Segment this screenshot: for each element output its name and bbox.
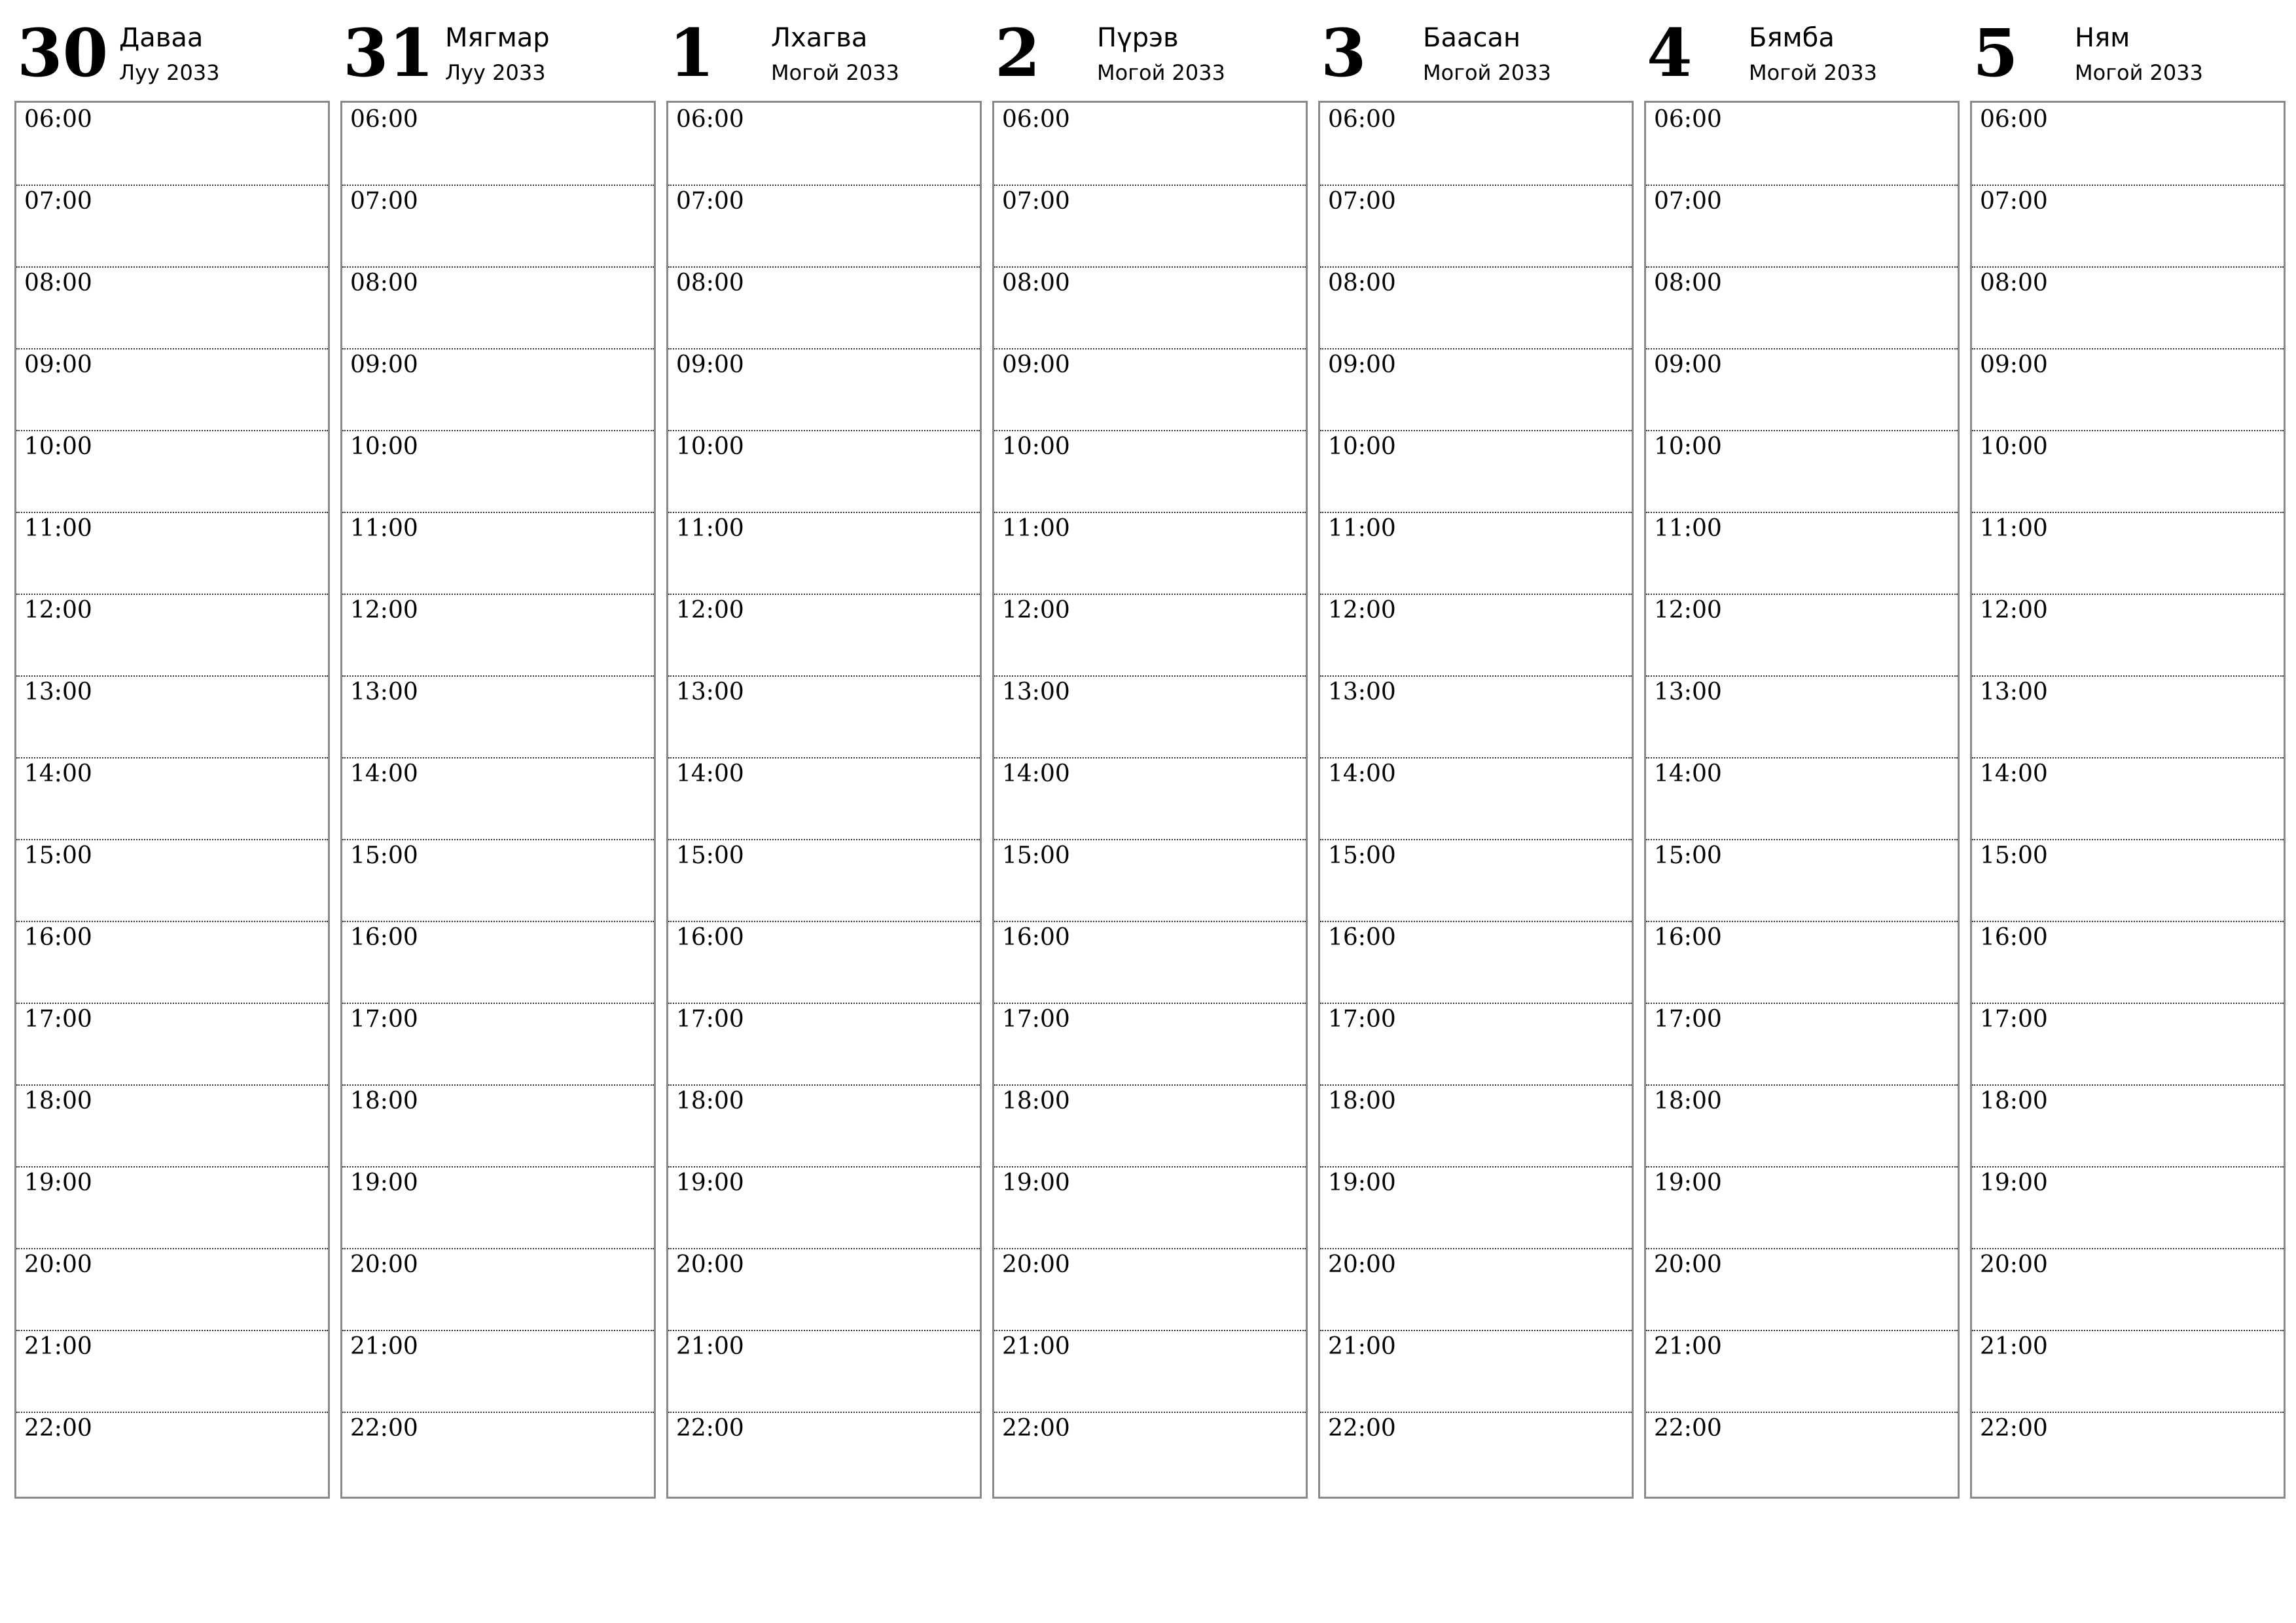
time-slot[interactable] [1972,594,2284,677]
time-slot-label: 12:00 [350,597,418,624]
time-slot[interactable] [994,1248,1306,1331]
time-slot[interactable] [1320,266,1632,349]
time-slot-label: 22:00 [350,1415,418,1442]
day-schedule-box [1970,101,2286,1499]
time-slot-label: 13:00 [24,679,92,705]
day-schedule-box [666,101,982,1499]
time-slot-label: 13:00 [1002,679,1070,705]
time-slot-label: 17:00 [350,1006,418,1033]
weekday-name: Мягмар [445,23,550,53]
day-schedule-box [1318,101,1634,1499]
time-slot[interactable] [668,512,980,595]
time-slot[interactable] [1320,512,1632,595]
time-slot-label: 21:00 [1654,1333,1722,1360]
time-slot[interactable] [342,1084,654,1168]
time-slot-label: 09:00 [676,351,744,378]
time-slot[interactable] [342,430,654,513]
time-slot[interactable] [342,185,654,268]
time-slot[interactable] [1646,103,1958,186]
time-slot[interactable] [668,757,980,840]
time-slot-label: 08:00 [676,270,744,296]
time-slot-label: 12:00 [1328,597,1396,624]
time-slot-label: 16:00 [350,924,418,951]
time-slot[interactable] [1320,839,1632,922]
time-slot[interactable] [1320,1412,1632,1493]
time-slot[interactable] [1320,430,1632,513]
time-slot[interactable] [994,675,1306,758]
time-slot-label: 09:00 [1654,351,1722,378]
day-header [1644,0,1958,98]
time-slot-label: 17:00 [676,1006,744,1033]
time-slot[interactable] [1972,675,2284,758]
time-slot-label: 06:00 [24,106,92,133]
time-slot-label: 06:00 [1002,106,1070,133]
time-slot[interactable] [1972,1003,2284,1086]
weekday-name: Лхагва [771,23,868,53]
time-slot-label: 17:00 [24,1006,92,1033]
time-slot[interactable] [668,103,980,186]
day-header [992,0,1306,98]
time-slot-label: 15:00 [1002,842,1070,869]
time-slot[interactable] [994,839,1306,922]
time-slot[interactable] [16,675,328,758]
time-slot[interactable] [342,1412,654,1493]
time-slot-label: 21:00 [24,1333,92,1360]
time-slot[interactable] [1320,185,1632,268]
time-slot-label: 20:00 [1980,1251,2048,1278]
time-slot-label: 10:00 [1328,433,1396,460]
time-slot-label: 08:00 [1002,270,1070,296]
time-slot[interactable] [1972,430,2284,513]
time-slot[interactable] [342,839,654,922]
day-header [340,0,655,98]
day-number: 4 [1647,14,1693,92]
time-slot-label: 07:00 [1980,188,2048,215]
time-slot[interactable] [1320,1248,1632,1331]
time-slot[interactable] [16,594,328,677]
time-slot[interactable] [342,103,654,186]
time-slot[interactable] [668,1330,980,1413]
time-slot[interactable] [1320,757,1632,840]
time-slot[interactable] [994,1003,1306,1086]
time-slot-label: 08:00 [1654,270,1722,296]
time-slot-label: 18:00 [1328,1088,1396,1115]
time-slot-label: 19:00 [1654,1169,1722,1196]
time-slot[interactable] [342,1248,654,1331]
day-column [1318,0,1632,1505]
time-slot[interactable] [1646,1330,1958,1413]
time-slot-label: 10:00 [1002,433,1070,460]
time-slot[interactable] [16,348,328,431]
time-slot[interactable] [1320,921,1632,1004]
time-slot-label: 19:00 [24,1169,92,1196]
time-slot-label: 21:00 [1328,1333,1396,1360]
time-slot-label: 15:00 [1328,842,1396,869]
time-slot[interactable] [16,185,328,268]
time-slot-label: 11:00 [24,515,92,542]
time-slot-label: 20:00 [676,1251,744,1278]
day-number: 5 [1973,14,2018,92]
time-slot[interactable] [342,1003,654,1086]
time-slot[interactable] [1646,1166,1958,1249]
time-slot-label: 09:00 [24,351,92,378]
time-slot[interactable] [1646,348,1958,431]
day-column [1970,0,2284,1505]
day-header [1318,0,1632,98]
time-slot-label: 21:00 [676,1333,744,1360]
time-slot-label: 12:00 [1002,597,1070,624]
time-slot[interactable] [1320,1330,1632,1413]
time-slot-label: 16:00 [1654,924,1722,951]
time-slot[interactable] [994,512,1306,595]
time-slot-label: 18:00 [1980,1088,2048,1115]
time-slot-label: 08:00 [1328,270,1396,296]
time-slot-label: 11:00 [1328,515,1396,542]
time-slot[interactable] [1646,757,1958,840]
weekly-planner [14,0,2292,1505]
time-slot-label: 07:00 [350,188,418,215]
time-slot-label: 20:00 [350,1251,418,1278]
month-year-label: Могой 2033 [2075,60,2203,85]
time-slot-label: 16:00 [1002,924,1070,951]
time-slot[interactable] [1320,1166,1632,1249]
time-slot[interactable] [16,430,328,513]
time-slot[interactable] [1972,1084,2284,1168]
time-slot-label: 16:00 [1980,924,2048,951]
time-slot[interactable] [1646,430,1958,513]
time-slot-label: 11:00 [1002,515,1070,542]
time-slot-label: 20:00 [24,1251,92,1278]
time-slot[interactable] [1972,1412,2284,1493]
time-slot-label: 21:00 [1980,1333,2048,1360]
time-slot[interactable] [994,430,1306,513]
time-slot[interactable] [1320,675,1632,758]
time-slot[interactable] [1646,1084,1958,1168]
time-slot-label: 08:00 [350,270,418,296]
time-slot[interactable] [1646,185,1958,268]
time-slot[interactable] [668,921,980,1004]
time-slot-label: 15:00 [24,842,92,869]
time-slot[interactable] [994,594,1306,677]
time-slot-label: 16:00 [676,924,744,951]
month-year-label: Могой 2033 [771,60,899,85]
time-slot-label: 18:00 [1654,1088,1722,1115]
time-slot[interactable] [342,594,654,677]
time-slot-label: 22:00 [1328,1415,1396,1442]
time-slot[interactable] [994,1412,1306,1493]
time-slot-label: 17:00 [1654,1006,1722,1033]
time-slot-label: 20:00 [1328,1251,1396,1278]
time-slot-label: 15:00 [350,842,418,869]
time-slot-label: 06:00 [1328,106,1396,133]
time-slot[interactable] [342,266,654,349]
time-slot[interactable] [1972,1248,2284,1331]
time-slot-label: 14:00 [1654,760,1722,787]
day-column [1644,0,1958,1505]
time-slot-label: 15:00 [1980,842,2048,869]
time-slot[interactable] [342,675,654,758]
time-slot[interactable] [342,348,654,431]
time-slot[interactable] [342,757,654,840]
time-slot[interactable] [16,1003,328,1086]
time-slot-label: 13:00 [1328,679,1396,705]
time-slot-label: 14:00 [24,760,92,787]
time-slot[interactable] [16,757,328,840]
time-slot[interactable] [1646,675,1958,758]
month-year-label: Могой 2033 [1749,60,1877,85]
time-slot[interactable] [668,430,980,513]
time-slot[interactable] [342,1330,654,1413]
time-slot-label: 19:00 [676,1169,744,1196]
time-slot[interactable] [994,103,1306,186]
time-slot-label: 14:00 [676,760,744,787]
time-slot[interactable] [1646,594,1958,677]
time-slot[interactable] [342,921,654,1004]
time-slot[interactable] [16,512,328,595]
time-slot-label: 07:00 [676,188,744,215]
time-slot-label: 20:00 [1654,1251,1722,1278]
time-slot[interactable] [668,1003,980,1086]
month-year-label: Могой 2033 [1097,60,1225,85]
time-slot-label: 12:00 [24,597,92,624]
time-slot-label: 21:00 [350,1333,418,1360]
time-slot[interactable] [994,1166,1306,1249]
time-slot-label: 10:00 [1654,433,1722,460]
time-slot[interactable] [16,839,328,922]
time-slot-label: 17:00 [1328,1006,1396,1033]
time-slot[interactable] [1646,512,1958,595]
time-slot-label: 19:00 [350,1169,418,1196]
day-header [14,0,329,98]
weekday-name: Даваа [119,23,204,53]
time-slot[interactable] [1972,1330,2284,1413]
time-slot-label: 10:00 [24,433,92,460]
time-slot[interactable] [668,675,980,758]
time-slot[interactable] [668,1248,980,1331]
time-slot-label: 07:00 [1002,188,1070,215]
month-year-label: Могой 2033 [1423,60,1551,85]
time-slot-label: 22:00 [1002,1415,1070,1442]
time-slot[interactable] [16,1166,328,1249]
time-slot[interactable] [1972,266,2284,349]
time-slot-label: 11:00 [1980,515,2048,542]
time-slot[interactable] [668,348,980,431]
time-slot-label: 14:00 [350,760,418,787]
time-slot-label: 06:00 [1654,106,1722,133]
weekday-name: Ням [2075,23,2130,53]
time-slot-label: 15:00 [676,842,744,869]
time-slot[interactable] [1320,348,1632,431]
day-number: 1 [669,14,715,92]
day-header [666,0,980,98]
time-slot[interactable] [1646,1248,1958,1331]
month-year-label: Луу 2033 [119,60,220,85]
time-slot[interactable] [994,1330,1306,1413]
time-slot-label: 21:00 [1002,1333,1070,1360]
time-slot-label: 13:00 [676,679,744,705]
time-slot-label: 13:00 [1980,679,2048,705]
time-slot[interactable] [994,185,1306,268]
day-column [14,0,329,1505]
day-header [1970,0,2284,98]
time-slot[interactable] [1646,1412,1958,1493]
time-slot-label: 17:00 [1002,1006,1070,1033]
time-slot[interactable] [668,1412,980,1493]
time-slot-label: 22:00 [24,1415,92,1442]
day-column [340,0,655,1505]
time-slot-label: 16:00 [1328,924,1396,951]
weekday-name: Пүрэв [1097,23,1179,53]
time-slot[interactable] [668,839,980,922]
time-slot-label: 11:00 [350,515,418,542]
time-slot-label: 06:00 [1980,106,2048,133]
day-number: 2 [995,14,1041,92]
time-slot[interactable] [1320,594,1632,677]
time-slot[interactable] [1320,1084,1632,1168]
day-schedule-box [1644,101,1960,1499]
weekday-name: Бямба [1749,23,1835,53]
time-slot-label: 08:00 [24,270,92,296]
time-slot[interactable] [16,1084,328,1168]
time-slot-label: 11:00 [1654,515,1722,542]
time-slot[interactable] [16,1248,328,1331]
time-slot-label: 22:00 [1980,1415,2048,1442]
time-slot[interactable] [994,266,1306,349]
time-slot[interactable] [668,1166,980,1249]
time-slot-label: 13:00 [350,679,418,705]
time-slot[interactable] [16,103,328,186]
time-slot-label: 18:00 [350,1088,418,1115]
time-slot[interactable] [1646,839,1958,922]
time-slot-label: 10:00 [1980,433,2048,460]
time-slot[interactable] [342,512,654,595]
time-slot-label: 09:00 [350,351,418,378]
time-slot[interactable] [668,594,980,677]
time-slot[interactable] [1646,1003,1958,1086]
time-slot-label: 18:00 [676,1088,744,1115]
time-slot[interactable] [668,266,980,349]
time-slot[interactable] [668,1084,980,1168]
time-slot[interactable] [342,1166,654,1249]
time-slot-label: 07:00 [1328,188,1396,215]
time-slot[interactable] [1320,1003,1632,1086]
time-slot[interactable] [994,1084,1306,1168]
time-slot[interactable] [1646,266,1958,349]
time-slot-label: 18:00 [1002,1088,1070,1115]
time-slot-label: 22:00 [1654,1415,1722,1442]
time-slot-label: 09:00 [1980,351,2048,378]
time-slot[interactable] [1972,348,2284,431]
day-schedule-box [14,101,330,1499]
time-slot-label: 14:00 [1980,760,2048,787]
time-slot-label: 09:00 [1002,351,1070,378]
day-schedule-box [992,101,1308,1499]
time-slot-label: 07:00 [24,188,92,215]
time-slot[interactable] [16,266,328,349]
time-slot[interactable] [16,1330,328,1413]
time-slot-label: 15:00 [1654,842,1722,869]
time-slot-label: 12:00 [1980,597,2048,624]
time-slot-label: 18:00 [24,1088,92,1115]
time-slot-label: 14:00 [1328,760,1396,787]
time-slot-label: 10:00 [350,433,418,460]
time-slot-label: 19:00 [1980,1169,2048,1196]
time-slot[interactable] [16,1412,328,1493]
time-slot[interactable] [1972,1166,2284,1249]
time-slot[interactable] [1972,757,2284,840]
time-slot[interactable] [994,921,1306,1004]
time-slot[interactable] [1646,921,1958,1004]
time-slot[interactable] [1972,921,2284,1004]
day-number: 3 [1321,14,1367,92]
time-slot-label: 08:00 [1980,270,2048,296]
time-slot-label: 11:00 [676,515,744,542]
time-slot[interactable] [1320,103,1632,186]
time-slot-label: 06:00 [676,106,744,133]
day-column [666,0,980,1505]
time-slot[interactable] [994,348,1306,431]
time-slot[interactable] [1972,839,2284,922]
time-slot-label: 16:00 [24,924,92,951]
time-slot-label: 06:00 [350,106,418,133]
time-slot-label: 10:00 [676,433,744,460]
weekday-name: Баасан [1423,23,1521,53]
time-slot-label: 22:00 [676,1415,744,1442]
day-number: 30 [17,14,109,92]
time-slot-label: 19:00 [1328,1169,1396,1196]
time-slot[interactable] [668,185,980,268]
time-slot-label: 09:00 [1328,351,1396,378]
time-slot-label: 07:00 [1654,188,1722,215]
time-slot[interactable] [1972,103,2284,186]
month-year-label: Луу 2033 [445,60,546,85]
time-slot-label: 20:00 [1002,1251,1070,1278]
time-slot[interactable] [1972,512,2284,595]
time-slot[interactable] [994,757,1306,840]
time-slot[interactable] [16,921,328,1004]
day-column [992,0,1306,1505]
time-slot-label: 17:00 [1980,1006,2048,1033]
day-schedule-box [340,101,656,1499]
day-number: 31 [343,14,435,92]
time-slot-label: 19:00 [1002,1169,1070,1196]
time-slot-label: 14:00 [1002,760,1070,787]
time-slot-label: 12:00 [676,597,744,624]
time-slot-label: 12:00 [1654,597,1722,624]
time-slot-label: 13:00 [1654,679,1722,705]
time-slot[interactable] [1972,185,2284,268]
